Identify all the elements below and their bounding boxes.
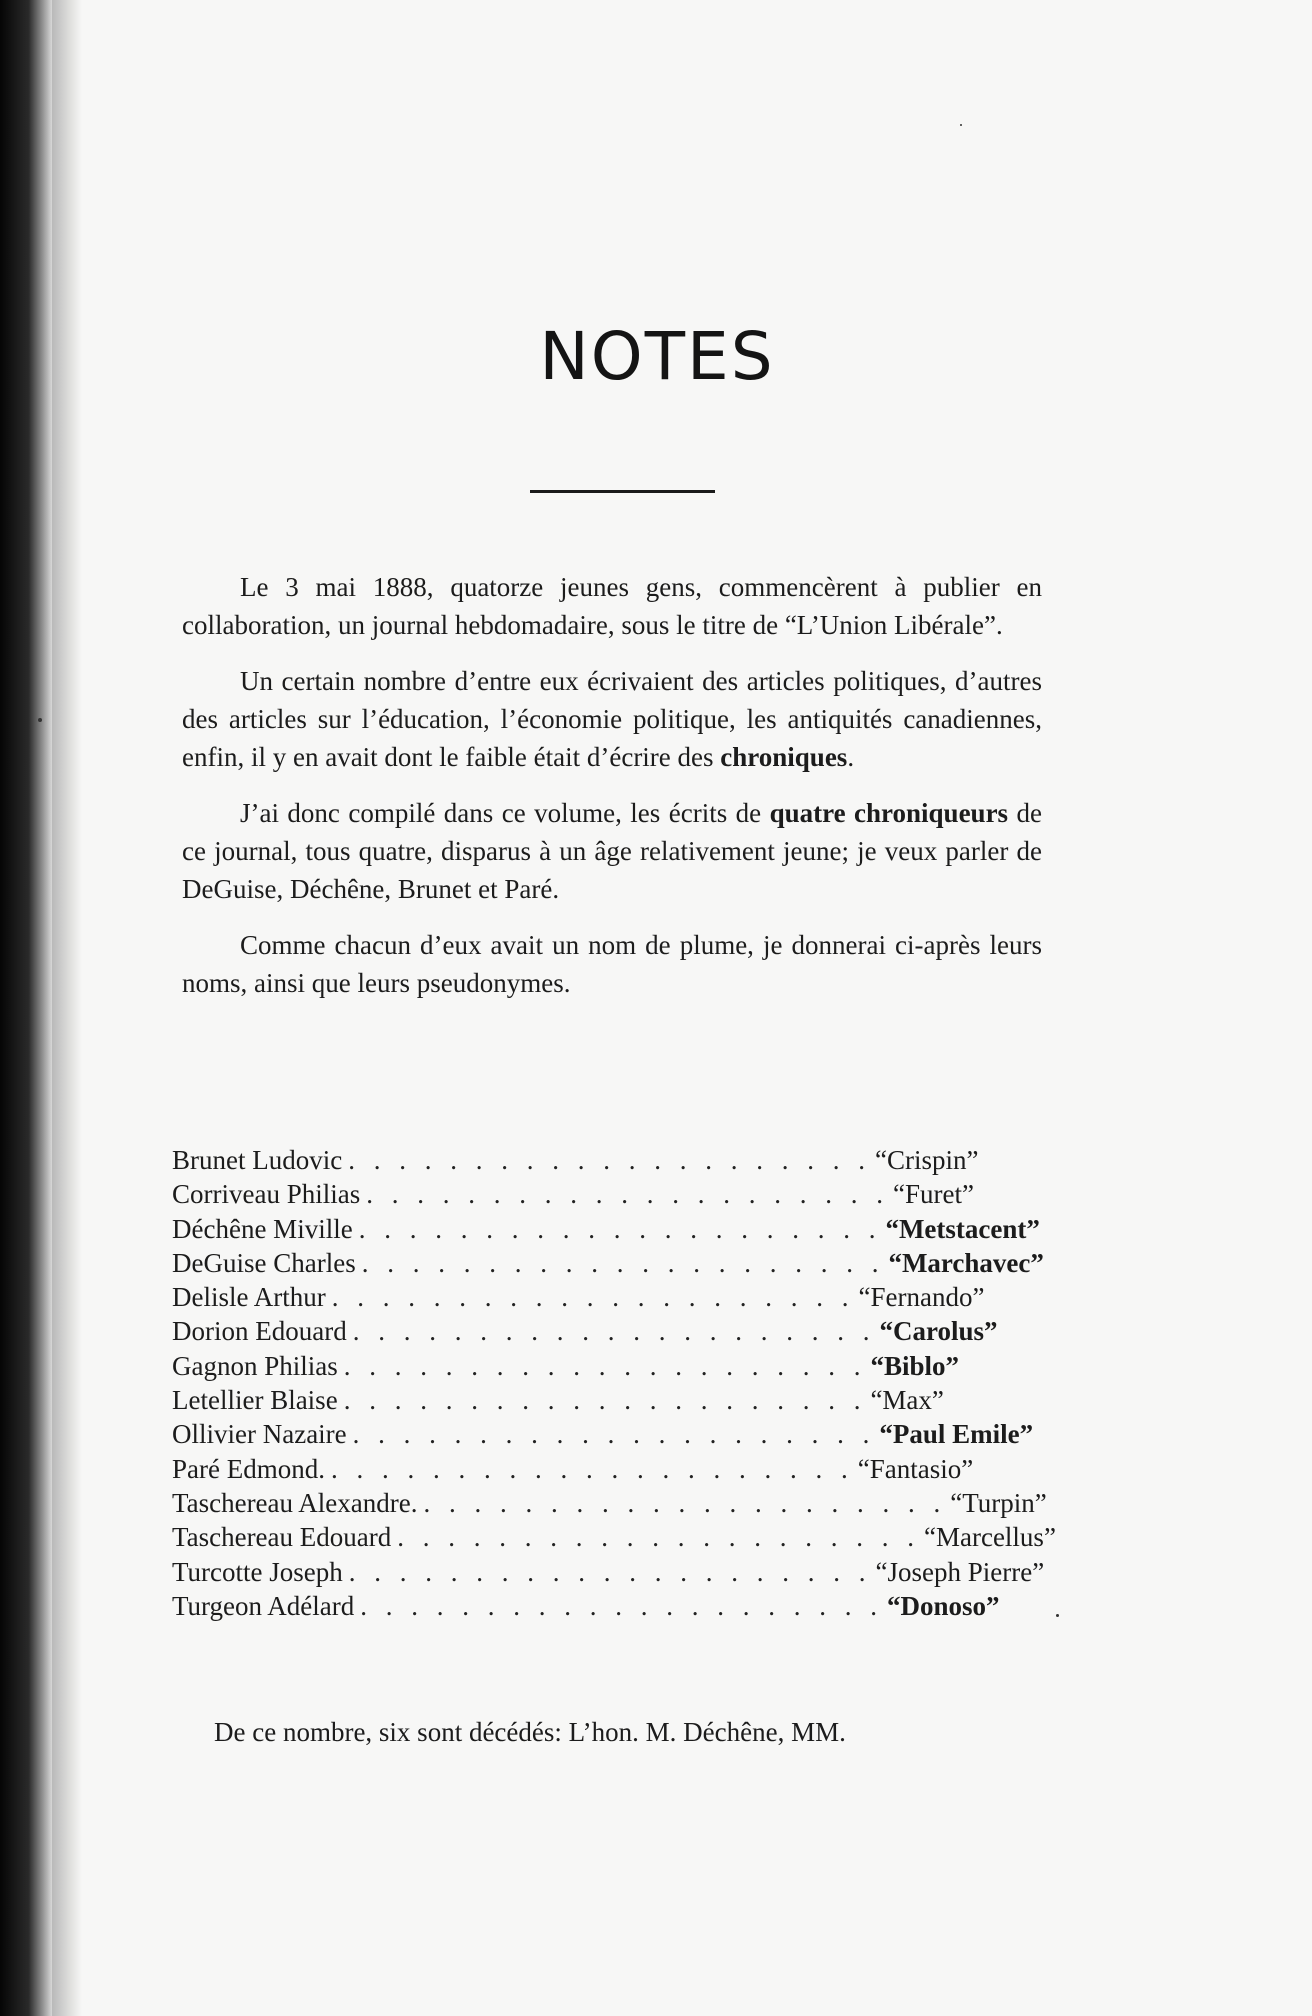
dot-leader: . . . . . . . . . . . . . . . . . . . . . <box>360 1590 883 1621</box>
paragraph-2-bold: chroniques <box>720 742 848 772</box>
paragraph-3-bold: quatre chroniqueurs <box>769 798 1009 828</box>
list-item <box>172 1212 1040 1246</box>
page-speck <box>1056 1614 1059 1617</box>
paragraph-1-text: Le 3 mai 1888, quatorze jeunes gens, commencèrent à publier en collaboration, un journal hebdomadaire, sous le titre de “L’Union Libérale”. <box>182 572 1042 640</box>
dot-leader: . . . . . . . . . . . . . . . . . . . . . <box>330 1453 854 1484</box>
member-name: Gagnon Philias <box>172 1350 338 1381</box>
paragraph-3 <box>182 794 1042 908</box>
member-pseudonym: “Furet” <box>892 1179 974 1210</box>
member-pseudonym: “Joseph Pierre” <box>875 1556 1045 1587</box>
member-name: Taschereau Alexandre. <box>172 1487 418 1518</box>
list-item <box>172 1383 944 1417</box>
list-item <box>172 1417 1034 1451</box>
member-name: Turcotte Joseph <box>172 1556 343 1587</box>
member-name: Dorion Edouard <box>172 1316 347 1347</box>
paragraph-1 <box>182 568 1042 644</box>
dot-leader: . . . . . . . . . . . . . . . . . . . . . <box>343 1350 867 1381</box>
dot-leader: . . . . . . . . . . . . . . . . . . . . . <box>361 1247 885 1278</box>
paragraph-2-text: Un certain nombre d’entre eux écrivaient des articles politiques, d’autres des articles sur l’éducation, l’économie politique, les antiquités canadiennes, enfin, il y en avait dont le faible était d’écrire des <box>182 666 1042 772</box>
book-page <box>52 0 1312 2016</box>
dot-leader: . . . . . . . . . . . . . . . . . . . . . <box>348 1556 872 1587</box>
list-item <box>172 1143 979 1177</box>
member-pseudonym: “Metstacent” <box>885 1213 1040 1244</box>
paragraph-3-end: de ce journal, tous quatre, disparus à un âge relativement jeune; je veux parler de DeGuise, Déchêne, Brunet et Paré. <box>182 798 1042 904</box>
member-pseudonym: “Carolus” <box>879 1316 998 1347</box>
list-item <box>172 1555 1045 1589</box>
paragraph-4 <box>182 926 1042 1002</box>
member-pseudonym: “Marchavec” <box>888 1247 1044 1278</box>
list-item <box>172 1177 974 1211</box>
member-pseudonym: “Biblo” <box>870 1350 960 1381</box>
page-speck <box>960 124 962 126</box>
dot-leader: . . . . . . . . . . . . . . . . . . . . . <box>352 1419 876 1450</box>
member-pseudonym: “Paul Emile” <box>879 1419 1034 1450</box>
page-title: NOTES <box>539 318 775 395</box>
member-pseudonym: “Crispin” <box>874 1145 979 1175</box>
paragraph-4-text: Comme chacun d’eux avait un nom de plume, je donnerai ci-après leurs noms, ainsi que leurs pseudonymes. <box>182 930 1042 998</box>
closing-line: De ce nombre, six sont décédés: L’hon. M. Déchêne, MM. <box>214 1717 846 1747</box>
dot-leader: . . . . . . . . . . . . . . . . . . . . . <box>352 1316 876 1347</box>
dot-leader: . . . . . . . . . . . . . . . . . . . . . <box>423 1487 947 1518</box>
dot-leader: . . . . . . . . . . . . . . . . . . . . . <box>358 1213 882 1244</box>
dot-leader: . . . . . . . . . . . . . . . . . . . . . <box>343 1385 867 1416</box>
dot-leader: . . . . . . . . . . . . . . . . . . . . . <box>331 1282 855 1313</box>
title-rule <box>530 490 715 493</box>
member-name: Delisle Arthur <box>172 1282 326 1313</box>
member-name: Taschereau Edouard <box>172 1522 392 1553</box>
member-pseudonym: “Donoso” <box>887 1590 1000 1621</box>
member-name: Letellier Blaise <box>172 1385 338 1416</box>
list-item <box>172 1452 974 1486</box>
dot-leader: . . . . . . . . . . . . . . . . . . . . . <box>348 1145 871 1175</box>
list-item <box>172 1280 985 1314</box>
member-name: Déchêne Miville <box>172 1213 353 1244</box>
list-item <box>172 1486 1047 1520</box>
dot-leader: . . . . . . . . . . . . . . . . . . . . . <box>366 1179 889 1210</box>
member-pseudonym: “Turpin” <box>950 1487 1047 1518</box>
member-pseudonym: “Marcellus” <box>924 1522 1056 1553</box>
page-speck <box>38 718 42 722</box>
member-pseudonym: “Fantasio” <box>857 1453 974 1484</box>
list-item <box>172 1520 1056 1554</box>
list-item <box>172 1589 1000 1623</box>
member-name: Brunet Ludovic <box>172 1145 343 1175</box>
member-pseudonym: “Fernando” <box>858 1282 985 1313</box>
gutter-shadow <box>52 0 82 2016</box>
paragraph-2 <box>182 662 1042 776</box>
intro-text <box>182 568 1042 1020</box>
member-name: Ollivier Nazaire <box>172 1419 347 1450</box>
book-binding-edge <box>0 0 52 2016</box>
dot-leader: . . . . . . . . . . . . . . . . . . . . . <box>397 1522 920 1553</box>
list-item <box>172 1246 1044 1280</box>
member-pseudonym: “Max” <box>870 1385 944 1416</box>
member-name: DeGuise Charles <box>172 1247 356 1278</box>
list-item <box>172 1349 960 1383</box>
member-name: Corriveau Philias <box>172 1179 361 1210</box>
member-name: Turgeon Adélard <box>172 1590 355 1621</box>
member-name: Paré Edmond. <box>172 1453 325 1484</box>
pseudonym-list <box>172 1143 1056 1623</box>
list-item <box>172 1314 998 1348</box>
paragraph-3-text: J’ai donc compilé dans ce volume, les écrits de <box>240 798 770 828</box>
paragraph-2-end: . <box>847 742 855 772</box>
